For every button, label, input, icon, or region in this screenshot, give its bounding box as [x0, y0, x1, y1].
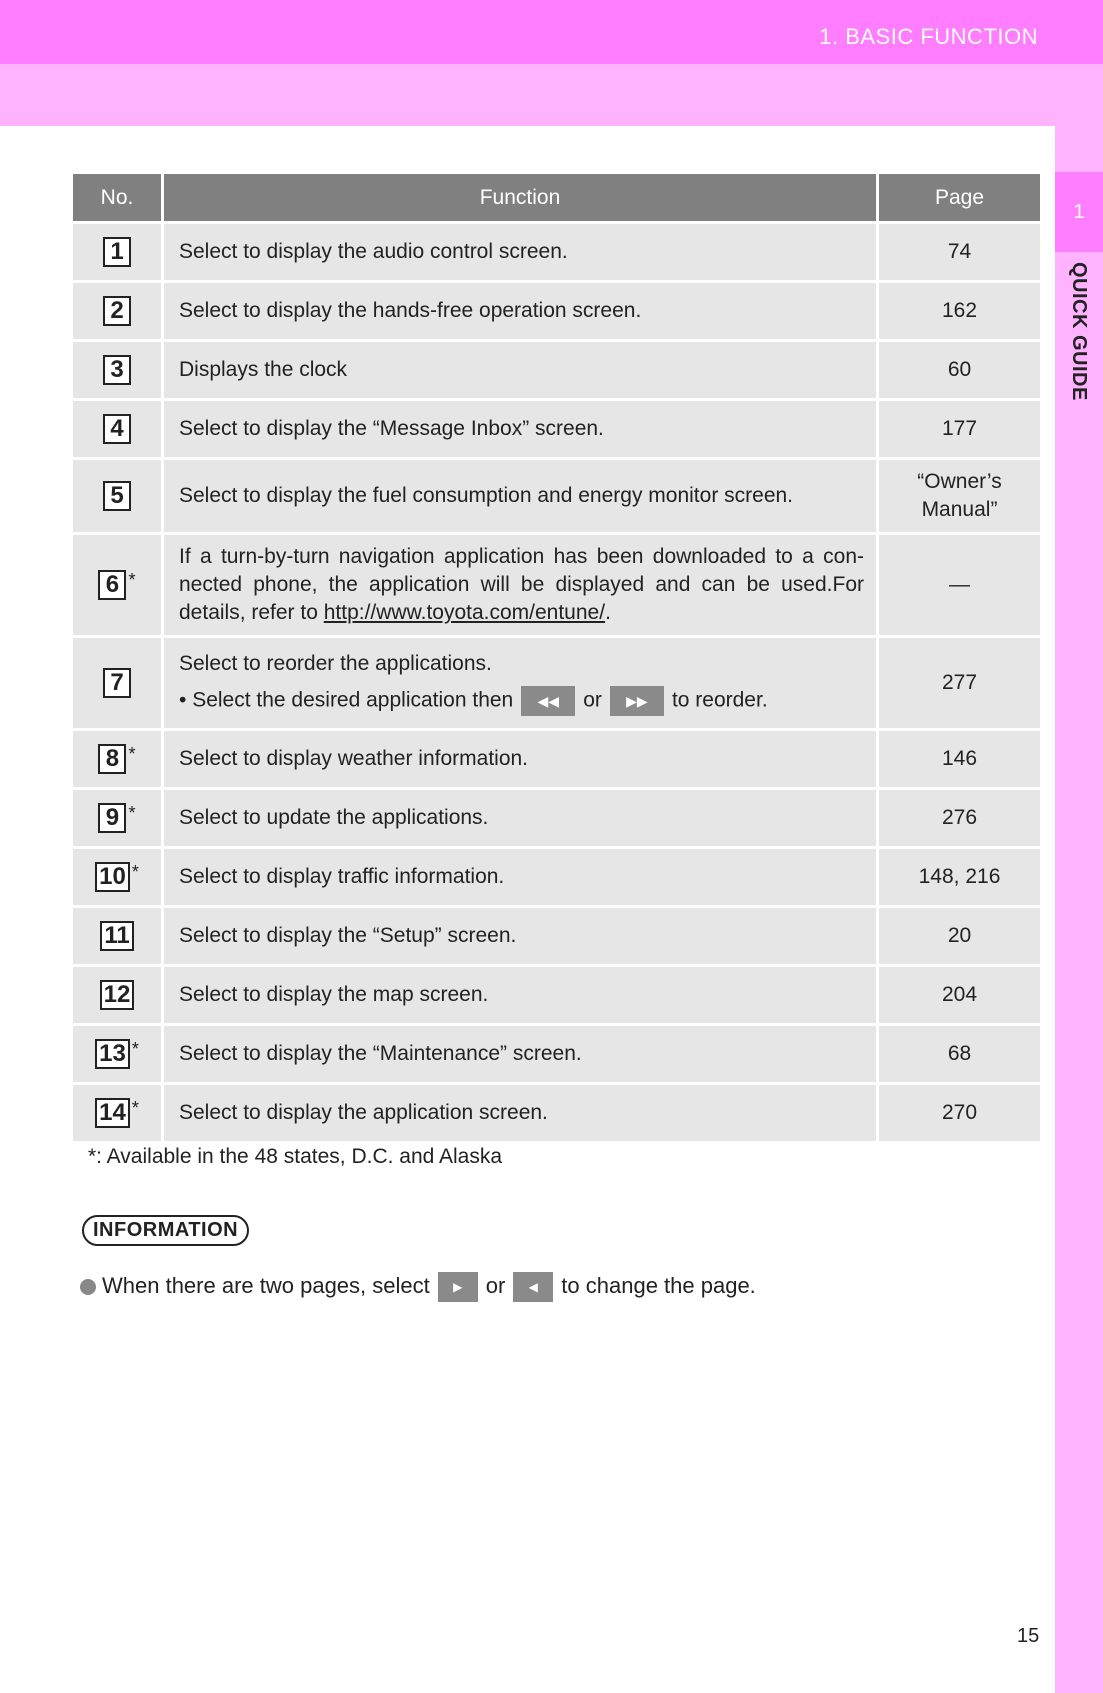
col-header-page: Page	[879, 174, 1040, 221]
row-number	[73, 638, 161, 728]
table-row	[73, 908, 1040, 964]
page-line: “Owner’s	[917, 470, 1002, 493]
row-number	[73, 731, 161, 787]
row-function: Select to display the application screen.	[164, 1085, 876, 1141]
table-row	[73, 460, 1040, 532]
bullet-icon	[80, 1279, 96, 1295]
table-row	[73, 731, 1040, 787]
row-number	[73, 849, 161, 905]
row-function: Select to display the map screen.	[164, 967, 876, 1023]
row-function: Select to display the “Maintenance” screen.	[164, 1026, 876, 1082]
row-page: 148, 216	[879, 849, 1040, 905]
number-box: 13	[95, 1039, 130, 1069]
row-number	[73, 535, 161, 635]
row-number	[73, 967, 161, 1023]
row-number	[73, 460, 161, 532]
row-number	[73, 790, 161, 846]
row-page: 270	[879, 1085, 1040, 1141]
info-text-b: to change the page.	[561, 1273, 756, 1298]
col-header-no: No.	[73, 174, 161, 221]
function-line: Select to reorder the applications.	[179, 652, 492, 675]
row-function: Select to display weather information.	[164, 731, 876, 787]
row-page: —	[879, 535, 1040, 635]
footnote-star: *	[128, 744, 136, 764]
number-box: 5	[103, 481, 131, 511]
row-page: 74	[879, 224, 1040, 280]
information-badge: INFORMATION	[82, 1215, 249, 1246]
information-text	[80, 1270, 756, 1302]
row-function: Select to display the “Message Inbox” screen.	[164, 401, 876, 457]
row-function: Select to display the “Setup” screen.	[164, 908, 876, 964]
table-row	[73, 342, 1040, 398]
footnote-star: *	[128, 570, 136, 590]
row-function: Select to display the fuel consumption and energy monitor screen.	[164, 460, 876, 532]
row-function: Displays the clock	[164, 342, 876, 398]
footnote-star: *	[131, 1039, 139, 1059]
row-page: 146	[879, 731, 1040, 787]
table-row	[73, 401, 1040, 457]
footnote-star: *	[131, 862, 139, 882]
row-number	[73, 1026, 161, 1082]
row-number	[73, 401, 161, 457]
top-banner	[0, 0, 1103, 64]
table-row	[73, 638, 1040, 728]
row-page: 204	[879, 967, 1040, 1023]
row-page: 60	[879, 342, 1040, 398]
table-row	[73, 967, 1040, 1023]
row-page: 276	[879, 790, 1040, 846]
table-row	[73, 224, 1040, 280]
number-box: 11	[100, 921, 133, 951]
chapter-tab-label[interactable]	[1055, 262, 1103, 432]
info-or: or	[485, 1273, 506, 1298]
bullet-text-a: Select the desired application then	[192, 688, 514, 712]
row-number	[73, 342, 161, 398]
number-box: 4	[103, 414, 131, 444]
row-function: Select to display the hands-free operation screen.	[164, 283, 876, 339]
row-function: Select to update the applications.	[164, 790, 876, 846]
row-page: 20	[879, 908, 1040, 964]
number-box: 3	[103, 355, 131, 385]
table-header-row	[73, 174, 1040, 221]
move-up-button[interactable]: ◀◀	[521, 686, 575, 716]
page-number: 15	[1017, 1625, 1040, 1647]
number-box: 8	[98, 744, 126, 774]
chapter-tab-text: QUICK GUIDE	[1068, 262, 1090, 401]
number-box: 9	[98, 803, 126, 833]
row-page: 277	[879, 638, 1040, 728]
row-function	[164, 535, 876, 635]
next-page-button[interactable]: ▶	[438, 1272, 478, 1302]
function-text: If a turn-by-turn navigation application has been downloaded to a con-nected phone, the application will be displayed and can be used.For details, refer to	[179, 545, 864, 624]
table-row	[73, 1026, 1040, 1082]
table-row	[73, 790, 1040, 846]
bullet-dot: •	[179, 688, 193, 712]
table-row	[73, 283, 1040, 339]
function-text-end: .	[605, 601, 611, 624]
row-number	[73, 283, 161, 339]
chapter-tab-number[interactable]: 1	[1055, 172, 1103, 252]
row-page: 177	[879, 401, 1040, 457]
section-title: 1. BASIC FUNCTION	[819, 24, 1038, 49]
row-number	[73, 224, 161, 280]
row-page: 68	[879, 1026, 1040, 1082]
table-row	[73, 849, 1040, 905]
table-footnote: *: Available in the 48 states, D.C. and Alaska	[88, 1145, 503, 1168]
sub-banner	[0, 64, 1103, 126]
row-function: Select to display the audio control screen.	[164, 224, 876, 280]
or-text: or	[583, 688, 602, 712]
number-box: 6	[98, 570, 126, 600]
row-page: 162	[879, 283, 1040, 339]
number-box: 1	[103, 237, 131, 267]
row-number	[73, 1085, 161, 1141]
previous-page-button[interactable]: ◀	[513, 1272, 553, 1302]
function-table	[70, 171, 1043, 1144]
number-box: 2	[103, 296, 131, 326]
footnote-star: *	[131, 1098, 139, 1118]
row-function: Select to display traffic information.	[164, 849, 876, 905]
function-bullet-line	[179, 686, 864, 716]
info-text-a: When there are two pages, select	[102, 1273, 430, 1298]
number-box: 7	[103, 668, 131, 698]
move-down-button[interactable]: ▶▶	[610, 686, 664, 716]
number-box: 12	[100, 980, 135, 1010]
page-line: Manual”	[921, 498, 998, 521]
col-header-function: Function	[164, 174, 876, 221]
row-page	[879, 460, 1040, 532]
table-row	[73, 1085, 1040, 1141]
bullet-text-b: to reorder.	[671, 688, 768, 712]
row-number	[73, 908, 161, 964]
footnote-star: *	[128, 803, 136, 823]
row-function	[164, 638, 876, 728]
entune-link[interactable]: http://www.toyota.com/entune/	[323, 601, 606, 624]
number-box: 10	[95, 862, 130, 892]
number-box: 14	[95, 1098, 130, 1128]
table-row	[73, 535, 1040, 635]
